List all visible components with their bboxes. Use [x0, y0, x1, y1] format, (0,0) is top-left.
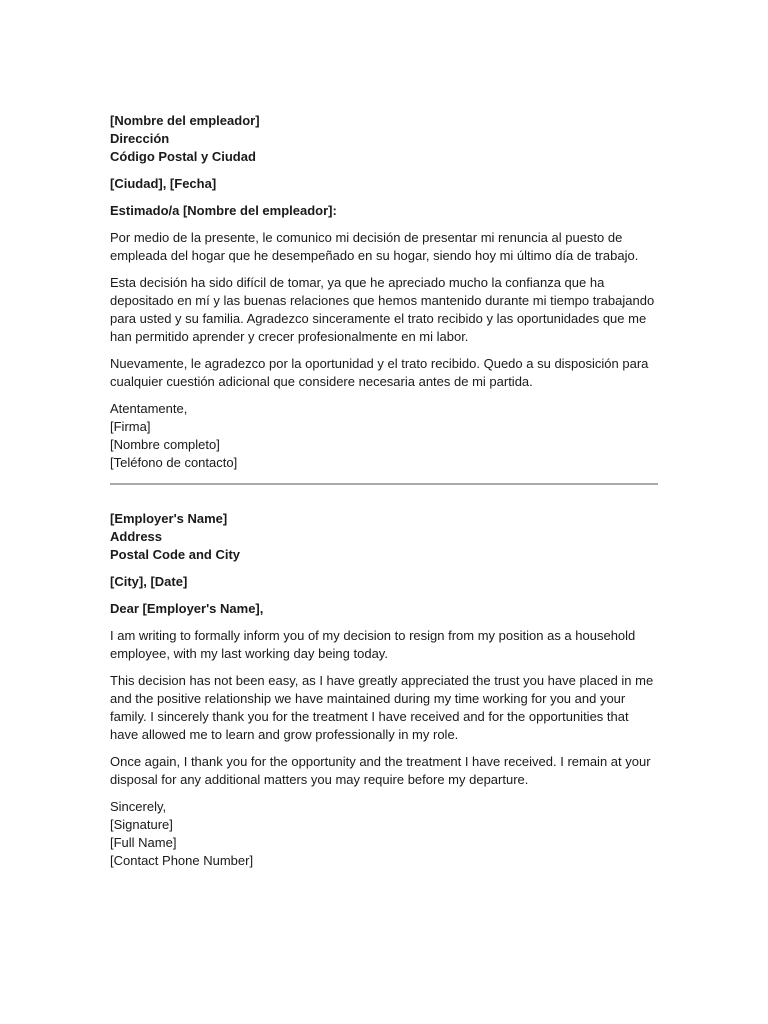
greeting: Estimado/a [Nombre del empleador]:: [110, 203, 337, 218]
recipient-name: [Employer's Name]: [110, 511, 228, 526]
signature-block: [110, 798, 658, 870]
recipient-postal-city: Postal Code and City: [110, 547, 241, 562]
recipient-name: [Nombre del empleador]: [110, 113, 260, 128]
section-divider: [110, 483, 658, 485]
letter-spanish: [110, 112, 658, 472]
body-paragraph: Esta decisión ha sido difícil de tomar, ya que he apreciado mucho la confianza que ha depositado en mí y las buenas relaciones que hemos mantenido durante mi tiempo trabajando para usted y su familia. Agradezco sinceramente el trato recibido y las oportunidades que me han permitido aprender y crecer profesionalmente en mi labor.: [110, 275, 655, 344]
body-paragraph: Nuevamente, le agradezco por la oportunidad y el trato recibido. Quedo a su disposición para cualquier cuestión adicional que considere necesaria antes de mi partida.: [110, 356, 649, 389]
signature-placeholder: [Signature]: [110, 817, 173, 832]
closing: Sincerely,: [110, 799, 167, 814]
contact-phone-placeholder: [Teléfono de contacto]: [110, 455, 238, 470]
place-date: [City], [Date]: [110, 574, 188, 589]
closing: Atentamente,: [110, 401, 188, 416]
recipient-address: [110, 112, 658, 166]
recipient-street: Address: [110, 529, 163, 544]
body-paragraph: Por medio de la presente, le comunico mi decisión de presentar mi renuncia al puesto de empleada del hogar que he desempeñado en su hogar, siendo hoy mi último día de trabajo.: [110, 230, 639, 263]
letter-english: [110, 510, 658, 870]
recipient-address: [110, 510, 658, 564]
place-date: [Ciudad], [Fecha]: [110, 176, 217, 191]
recipient-postal-city: Código Postal y Ciudad: [110, 149, 256, 164]
recipient-street: Dirección: [110, 131, 170, 146]
body-paragraph: This decision has not been easy, as I have greatly appreciated the trust you have placed in me and the positive relationship we have maintained during my time working for you and your family. I sincerely thank you for the treatment I have received and for the opportunities that have allowed me to learn and grow professionally in my role.: [110, 673, 654, 742]
signature-placeholder: [Firma]: [110, 419, 151, 434]
letter-body: [110, 229, 658, 391]
full-name-placeholder: [Nombre completo]: [110, 437, 220, 452]
contact-phone-placeholder: [Contact Phone Number]: [110, 853, 254, 868]
greeting: Dear [Employer's Name],: [110, 601, 264, 616]
body-paragraph: I am writing to formally inform you of my decision to resign from my position as a household employee, with my last working day being today.: [110, 628, 636, 661]
full-name-placeholder: [Full Name]: [110, 835, 177, 850]
signature-block: [110, 400, 658, 472]
body-paragraph: Once again, I thank you for the opportunity and the treatment I have received. I remain at your disposal for any additional matters you may require before my departure.: [110, 754, 651, 787]
letter-body: [110, 627, 658, 789]
